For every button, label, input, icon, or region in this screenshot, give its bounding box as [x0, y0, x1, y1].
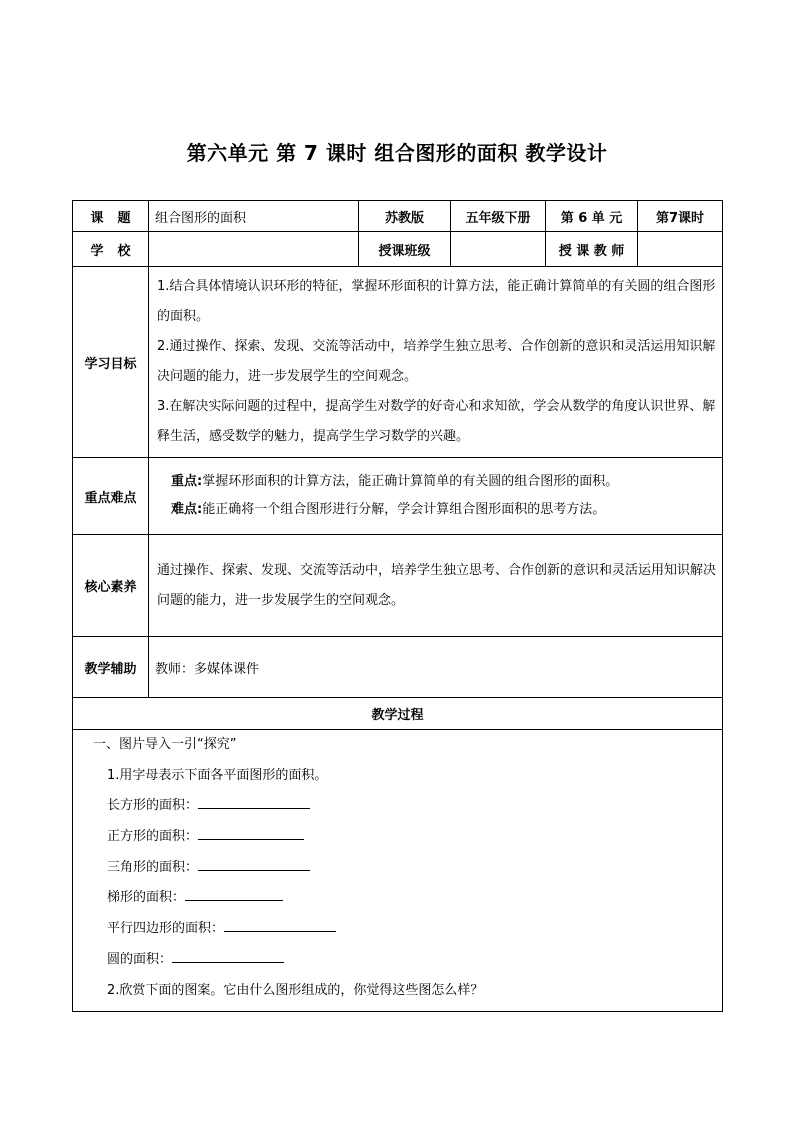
key-point-text: 掌握环形面积的计算方法，能正确计算简单的有关圆的组合图形的面积。 — [202, 474, 619, 489]
rectangle-area-line — [73, 791, 722, 822]
goals-content — [149, 267, 723, 458]
question-2: 2.欣赏下面的图案。它由什么图形组成的，你觉得这些图怎么样？ — [107, 982, 484, 998]
triangle-area-line — [73, 853, 722, 884]
page-title: 第六单元 第 7 课时 组合图形的面积 教学设计 — [186, 141, 608, 165]
teacher-value[interactable] — [638, 232, 723, 267]
key-points-content — [149, 458, 723, 535]
goal-item: 3.在解决实际问题的过程中，提高学生对数学的好奇心和求知欲，学会从数学的角度认识世界、解释生活，感受数学的魅力，提高学生学习数学的兴趣。 — [157, 399, 716, 444]
goal-item: 2.通过操作、探索、发现、交流等活动中，培养学生独立思考、合作创新的意识和灵活运用知识解决问题的能力，进一步发展学生的空间观念。 — [157, 339, 716, 384]
teacher-label: 授 课 教 师 — [546, 232, 638, 267]
topic-label: 课题 — [73, 201, 149, 232]
class-value[interactable] — [451, 232, 546, 267]
trapezoid-area-blank[interactable] — [185, 886, 283, 901]
square-area-label: 正方形的面积： — [107, 829, 199, 845]
goals-row — [73, 267, 723, 458]
class-label: 授课班级 — [359, 232, 451, 267]
square-area-blank[interactable] — [198, 825, 304, 840]
triangle-area-label: 三角形的面积： — [107, 859, 199, 875]
parallelogram-area-label: 平行四边形的面积： — [107, 921, 225, 937]
difficulty-text: 能正确将一个组合图形进行分解，学会计算组合图形面积的思考方法。 — [202, 502, 606, 517]
trapezoid-area-line — [73, 883, 722, 914]
question-1: 1.用字母表示下面各平面图形的面积。 — [107, 767, 328, 783]
publisher: 苏教版 — [359, 201, 451, 232]
process-content — [73, 730, 723, 1012]
circle-area-blank[interactable] — [172, 948, 284, 963]
key-points-row — [73, 458, 723, 535]
goals-label: 学习目标 — [73, 267, 149, 458]
triangle-area-blank[interactable] — [198, 856, 310, 871]
aids-row — [73, 637, 723, 698]
core-text: 通过操作、探索、发现、交流等活动中，培养学生独立思考、合作创新的意识和灵活运用知识解决问题的能力，进一步发展学生的空间观念。 — [157, 562, 717, 608]
circle-area-label: 圆的面积： — [107, 951, 173, 967]
school-row — [73, 232, 723, 267]
difficulty-label: 难点: — [171, 502, 203, 517]
trapezoid-area-label: 梯形的面积： — [107, 890, 186, 906]
rectangle-area-blank[interactable] — [198, 794, 310, 809]
key-point-label: 重点: — [171, 474, 203, 489]
topic-value: 组合图形的面积 — [149, 201, 359, 232]
circle-area-line — [73, 945, 722, 976]
lesson-plan-table — [72, 200, 723, 1012]
goal-item: 1.结合具体情境认识环形的特征，掌握环形面积的计算方法，能正确计算简单的有关圆的组合图形的面积。 — [157, 279, 716, 324]
section-heading: 一、图片导入一引“探究” — [93, 737, 237, 752]
parallelogram-area-blank[interactable] — [224, 917, 336, 932]
parallelogram-area-line — [73, 914, 722, 945]
core-row — [73, 535, 723, 637]
process-heading: 教学过程 — [73, 698, 723, 730]
school-label: 学校 — [73, 232, 149, 267]
aids-label: 教学辅助 — [73, 637, 149, 698]
unit: 第 6 单 元 — [546, 201, 638, 232]
aids-content: 教师：多媒体课件 — [149, 637, 723, 698]
process-heading-row — [73, 698, 723, 730]
rectangle-area-label: 长方形的面积： — [107, 798, 199, 814]
square-area-line — [73, 822, 722, 853]
core-content — [149, 535, 723, 637]
grade: 五年级下册 — [451, 201, 546, 232]
core-label: 核心素养 — [73, 535, 149, 637]
process-row — [73, 730, 723, 1012]
lesson-number: 第7课时 — [638, 201, 723, 232]
school-value[interactable] — [149, 232, 359, 267]
key-points-label: 重点难点 — [73, 458, 149, 535]
topic-row — [73, 201, 723, 232]
